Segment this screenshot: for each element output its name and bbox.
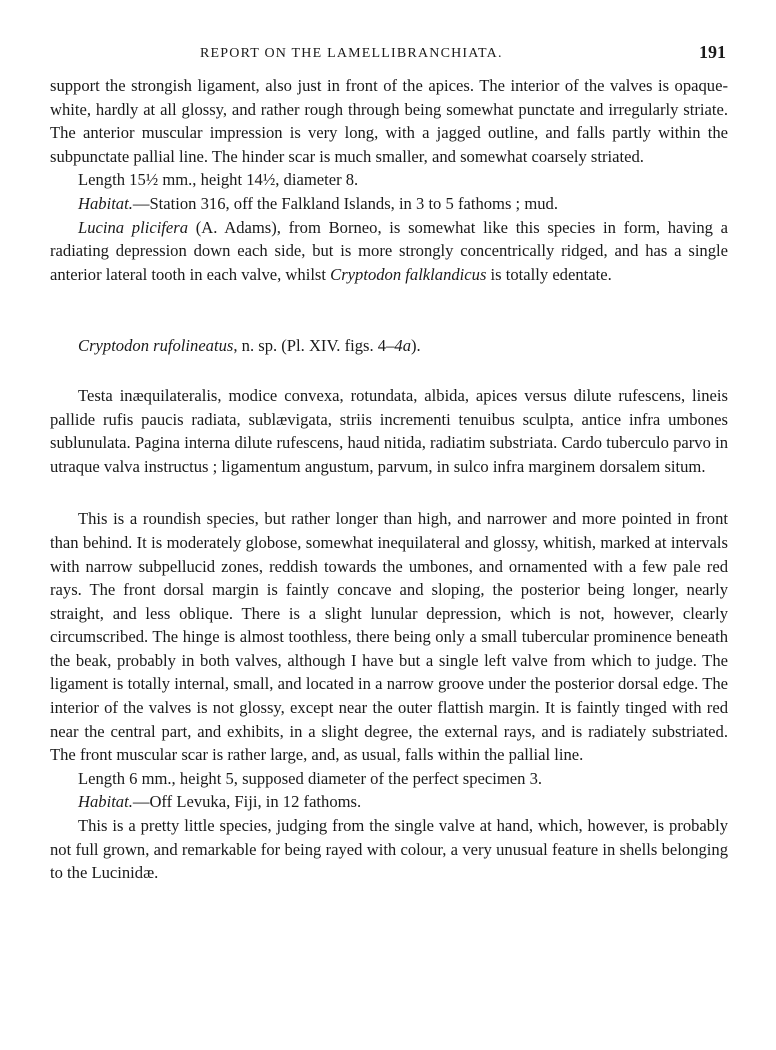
- habitat-label: Habitat.: [78, 792, 133, 812]
- species-fig-ref: 4a: [394, 336, 411, 356]
- closing-paragraph: This is a pretty little species, judging from the single valve at hand, which, however, is probably not full grown, and remarkable for being rayed with colour, a very unusual feature in shells belonging to the Lucinidæ.: [50, 816, 728, 883]
- habitat-label: Habitat.: [78, 193, 133, 213]
- description-paragraph: This is a roundish species, but rather longer than high, and narrower and more pointed in front than behind. It is moderately globose, somewhat inequilateral and glossy, whitish, marked at intervals with narrow subpellucid zones, reddish towards the umbones, and ornamented with a few pale red rays. The front dorsal margin is faintly concave and sloping, the posterior being longer, nearly straight, and less oblique. There is a slight lunular depression, which is not, however, clearly circumscribed. The hinge is almost toothless, there being only a small tubercular prominence beneath the beak, probably in both valves, although I have but a single left valve from which to judge. The ligament is totally internal, small, and located in a narrow groove under the posterior dorsal edge. The interior of the valves is not glossy, except near the outer flattish margin. It is faintly tinged with red near the central part, and exhibits, in a slight degree, the external rays, and is radiately substriated. The front muscular scar is rather large, and, as usual, falls within the pallial line.: [50, 509, 728, 765]
- page: [50, 40, 728, 885]
- habitat-falklandicus: [50, 192, 728, 216]
- continued-paragraph: support the strongish ligament, also just in front of the apices. The interior of the valves is opaque-white, hardly at all glossy, and rather rough through being somewhat punctate and irregularly striate. The anterior muscular impression is very long, with a jagged outline, and falls partly within the subpunctate pallial line. The hinder scar is much smaller, and somewhat coarsely striated.: [50, 76, 728, 166]
- species-heading: [50, 334, 728, 358]
- cryptodon-name: Cryptodon falklandicus: [330, 264, 487, 284]
- page-header: [50, 40, 728, 74]
- species-plate-ref: , n. sp. (Pl. XIV. figs. 4–: [233, 336, 395, 356]
- habitat-text: —Off Levuka, Fiji, in 12 fathoms.: [132, 792, 362, 812]
- lucina-name: Lucina plicifera: [78, 217, 189, 237]
- latin-description: Testa inæquilateralis, modice convexa, rotundata, albida, apices versus dilute rufescens, lineis pallide rufis paucis radiata, sublævigata, striis incrementi tenuibus sculpta, antice infra umbones sublunulata. Pagina interna dilute rufescens, haud nitida, radiatim substriata. Cardo tuberculo parvo in utraque valva instructus ; ligamentum angustum, parvum, in sulco infra marginem dorsalem situm.: [50, 385, 728, 476]
- measurements-falklandicus: Length 15½ mm., height 14½, diameter 8.: [78, 170, 359, 190]
- comparison-paragraph: [50, 216, 728, 287]
- habitat-rufolineatus: [50, 790, 728, 814]
- lucina-text: (A. Adams), from Borneo, is somewhat like this species in form, having a radiating depression down each side, but is more strongly concentrically ridged, and has a single anterior lateral tooth in each valve, whilst: [50, 217, 729, 284]
- habitat-text: —Station 316, off the Falkland Islands, in 3 to 5 fathoms ; mud.: [132, 193, 558, 213]
- page-number: 191: [699, 42, 726, 62]
- measurements-rufolineatus: Length 6 mm., height 5, supposed diameter of the perfect specimen 3.: [78, 768, 543, 788]
- lucina-end: is totally edentate.: [486, 264, 612, 284]
- species-close: ).: [410, 336, 421, 356]
- running-title: REPORT ON THE LAMELLIBRANCHIATA.: [200, 46, 503, 61]
- species-name: Cryptodon rufolineatus: [78, 336, 234, 356]
